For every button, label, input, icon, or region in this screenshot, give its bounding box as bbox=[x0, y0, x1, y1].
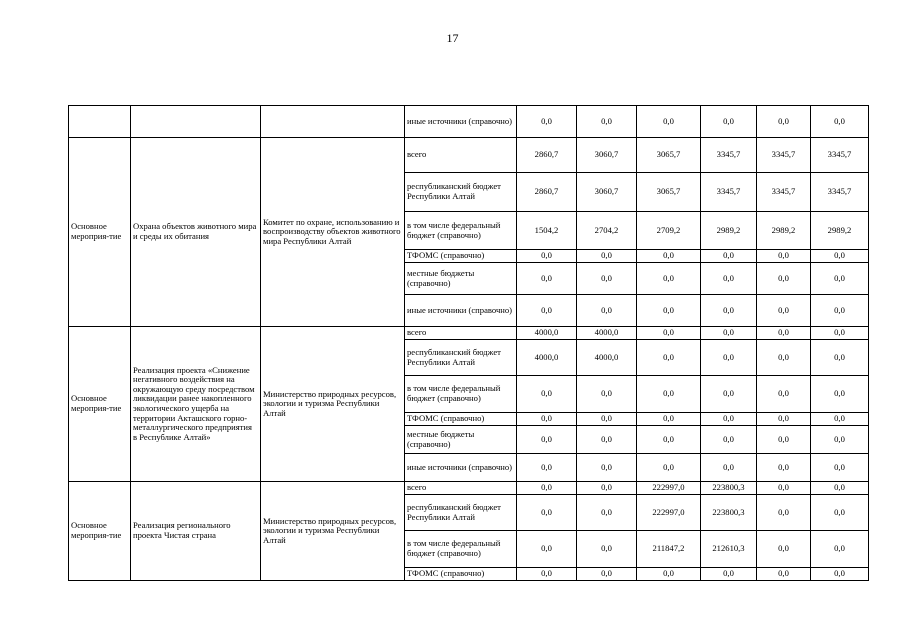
value-cell: 0,0 bbox=[577, 495, 637, 531]
source-cell: республиканский бюджет Республики Алтай bbox=[405, 173, 517, 212]
empty-cell bbox=[131, 106, 261, 138]
value-cell: 2860,7 bbox=[517, 138, 577, 173]
table-row bbox=[69, 482, 869, 495]
value-cell: 0,0 bbox=[637, 106, 701, 138]
value-cell: 0,0 bbox=[637, 263, 701, 295]
source-cell: республиканский бюджет Республики Алтай bbox=[405, 340, 517, 376]
executor-cell: Министерство природных ресурсов, экологии и туризма Республики Алтай bbox=[261, 327, 405, 482]
source-cell: иные источники (справочно) bbox=[405, 106, 517, 138]
value-cell: 4000,0 bbox=[577, 340, 637, 376]
value-cell: 0,0 bbox=[701, 426, 757, 454]
value-cell: 0,0 bbox=[701, 413, 757, 426]
page-number: 17 bbox=[446, 31, 459, 45]
value-cell: 0,0 bbox=[811, 454, 869, 482]
value-cell: 0,0 bbox=[577, 106, 637, 138]
value-cell: 0,0 bbox=[517, 263, 577, 295]
value-cell: 0,0 bbox=[757, 295, 811, 327]
value-cell: 3345,7 bbox=[811, 173, 869, 212]
value-cell: 0,0 bbox=[757, 568, 811, 581]
value-cell: 0,0 bbox=[811, 250, 869, 263]
value-cell: 223800,3 bbox=[701, 482, 757, 495]
source-cell: местные бюджеты (справочно) bbox=[405, 263, 517, 295]
value-cell: 0,0 bbox=[701, 568, 757, 581]
value-cell: 0,0 bbox=[757, 106, 811, 138]
value-cell: 2704,2 bbox=[577, 212, 637, 250]
source-cell: ТФОМС (справочно) bbox=[405, 413, 517, 426]
source-cell: всего bbox=[405, 138, 517, 173]
value-cell: 2989,2 bbox=[701, 212, 757, 250]
value-cell: 0,0 bbox=[637, 568, 701, 581]
value-cell: 0,0 bbox=[811, 426, 869, 454]
value-cell: 3060,7 bbox=[577, 138, 637, 173]
source-cell: всего bbox=[405, 482, 517, 495]
value-cell: 4000,0 bbox=[517, 340, 577, 376]
activity-name-cell: Реализация проекта «Снижение негативного воздействия на окружающую среду посредством ликвидации ранее накопленного экологического ущерба на территории Акташского горно-металлургического предприятия в Республике Алтай» bbox=[131, 327, 261, 482]
value-cell: 0,0 bbox=[517, 531, 577, 568]
value-cell: 0,0 bbox=[637, 413, 701, 426]
value-cell: 0,0 bbox=[577, 426, 637, 454]
value-cell: 0,0 bbox=[701, 295, 757, 327]
value-cell: 0,0 bbox=[701, 250, 757, 263]
value-cell: 3060,7 bbox=[577, 173, 637, 212]
value-cell: 212610,3 bbox=[701, 531, 757, 568]
value-cell: 1504,2 bbox=[517, 212, 577, 250]
value-cell: 0,0 bbox=[517, 495, 577, 531]
budget-table bbox=[68, 105, 869, 581]
activity-type-cell: Основное мероприя-тие bbox=[69, 138, 131, 327]
value-cell: 0,0 bbox=[701, 454, 757, 482]
value-cell: 0,0 bbox=[637, 295, 701, 327]
value-cell: 0,0 bbox=[757, 376, 811, 413]
empty-cell bbox=[69, 106, 131, 138]
value-cell: 0,0 bbox=[811, 327, 869, 340]
value-cell: 0,0 bbox=[811, 376, 869, 413]
value-cell: 0,0 bbox=[757, 454, 811, 482]
value-cell: 0,0 bbox=[517, 482, 577, 495]
source-cell: всего bbox=[405, 327, 517, 340]
value-cell: 3345,7 bbox=[757, 138, 811, 173]
value-cell: 0,0 bbox=[517, 568, 577, 581]
value-cell: 4000,0 bbox=[577, 327, 637, 340]
value-cell: 0,0 bbox=[517, 413, 577, 426]
value-cell: 222997,0 bbox=[637, 495, 701, 531]
value-cell: 0,0 bbox=[577, 531, 637, 568]
value-cell: 0,0 bbox=[517, 426, 577, 454]
activity-name-cell: Охрана объектов животного мира и среды их обитания bbox=[131, 138, 261, 327]
source-cell: в том числе федеральный бюджет (справочно) bbox=[405, 531, 517, 568]
activity-type-cell: Основное мероприя-тие bbox=[69, 327, 131, 482]
source-cell: в том числе федеральный бюджет (справочно) bbox=[405, 376, 517, 413]
value-cell: 2989,2 bbox=[757, 212, 811, 250]
executor-cell: Комитет по охране, использованию и воспроизводству объектов животного мира Республики Алтай bbox=[261, 138, 405, 327]
value-cell: 222997,0 bbox=[637, 482, 701, 495]
value-cell: 0,0 bbox=[637, 426, 701, 454]
value-cell: 3345,7 bbox=[811, 138, 869, 173]
source-cell: местные бюджеты (справочно) bbox=[405, 426, 517, 454]
source-cell: иные источники (справочно) bbox=[405, 295, 517, 327]
source-cell: ТФОМС (справочно) bbox=[405, 250, 517, 263]
value-cell: 0,0 bbox=[811, 413, 869, 426]
value-cell: 0,0 bbox=[757, 413, 811, 426]
source-cell: ТФОМС (справочно) bbox=[405, 568, 517, 581]
value-cell: 0,0 bbox=[577, 295, 637, 327]
value-cell: 0,0 bbox=[701, 263, 757, 295]
value-cell: 0,0 bbox=[811, 568, 869, 581]
value-cell: 3065,7 bbox=[637, 138, 701, 173]
table-row bbox=[69, 138, 869, 173]
value-cell: 0,0 bbox=[811, 295, 869, 327]
value-cell: 0,0 bbox=[811, 495, 869, 531]
table-row bbox=[69, 327, 869, 340]
value-cell: 3345,7 bbox=[701, 138, 757, 173]
value-cell: 0,0 bbox=[517, 106, 577, 138]
value-cell: 2709,2 bbox=[637, 212, 701, 250]
activity-type-cell: Основное мероприя-тие bbox=[69, 482, 131, 581]
value-cell: 0,0 bbox=[757, 250, 811, 263]
value-cell: 0,0 bbox=[577, 454, 637, 482]
source-cell: в том числе федеральный бюджет (справочно) bbox=[405, 212, 517, 250]
value-cell: 2989,2 bbox=[811, 212, 869, 250]
value-cell: 3345,7 bbox=[757, 173, 811, 212]
value-cell: 0,0 bbox=[757, 263, 811, 295]
value-cell: 0,0 bbox=[701, 106, 757, 138]
value-cell: 0,0 bbox=[517, 376, 577, 413]
value-cell: 0,0 bbox=[701, 327, 757, 340]
value-cell: 0,0 bbox=[757, 340, 811, 376]
value-cell: 0,0 bbox=[637, 250, 701, 263]
table-row bbox=[69, 106, 869, 138]
value-cell: 0,0 bbox=[811, 482, 869, 495]
value-cell: 0,0 bbox=[637, 327, 701, 340]
value-cell: 0,0 bbox=[577, 482, 637, 495]
value-cell: 0,0 bbox=[517, 454, 577, 482]
value-cell: 0,0 bbox=[637, 340, 701, 376]
value-cell: 0,0 bbox=[577, 413, 637, 426]
value-cell: 0,0 bbox=[811, 340, 869, 376]
value-cell: 0,0 bbox=[637, 454, 701, 482]
value-cell: 3345,7 bbox=[701, 173, 757, 212]
value-cell: 0,0 bbox=[701, 376, 757, 413]
value-cell: 0,0 bbox=[701, 340, 757, 376]
value-cell: 0,0 bbox=[577, 568, 637, 581]
value-cell: 0,0 bbox=[577, 263, 637, 295]
value-cell: 4000,0 bbox=[517, 327, 577, 340]
source-cell: иные источники (справочно) bbox=[405, 454, 517, 482]
value-cell: 0,0 bbox=[517, 295, 577, 327]
value-cell: 0,0 bbox=[637, 376, 701, 413]
value-cell: 0,0 bbox=[757, 426, 811, 454]
empty-cell bbox=[261, 106, 405, 138]
value-cell: 0,0 bbox=[517, 250, 577, 263]
value-cell: 223800,3 bbox=[701, 495, 757, 531]
value-cell: 0,0 bbox=[757, 495, 811, 531]
activity-name-cell: Реализация регионального проекта Чистая страна bbox=[131, 482, 261, 581]
value-cell: 0,0 bbox=[811, 531, 869, 568]
value-cell: 3065,7 bbox=[637, 173, 701, 212]
value-cell: 0,0 bbox=[757, 482, 811, 495]
value-cell: 0,0 bbox=[811, 106, 869, 138]
executor-cell: Министерство природных ресурсов, экологии и туризма Республики Алтай bbox=[261, 482, 405, 581]
value-cell: 2860,7 bbox=[517, 173, 577, 212]
value-cell: 0,0 bbox=[577, 250, 637, 263]
value-cell: 0,0 bbox=[757, 327, 811, 340]
source-cell: республиканский бюджет Республики Алтай bbox=[405, 495, 517, 531]
value-cell: 211847,2 bbox=[637, 531, 701, 568]
value-cell: 0,0 bbox=[577, 376, 637, 413]
value-cell: 0,0 bbox=[811, 263, 869, 295]
value-cell: 0,0 bbox=[757, 531, 811, 568]
